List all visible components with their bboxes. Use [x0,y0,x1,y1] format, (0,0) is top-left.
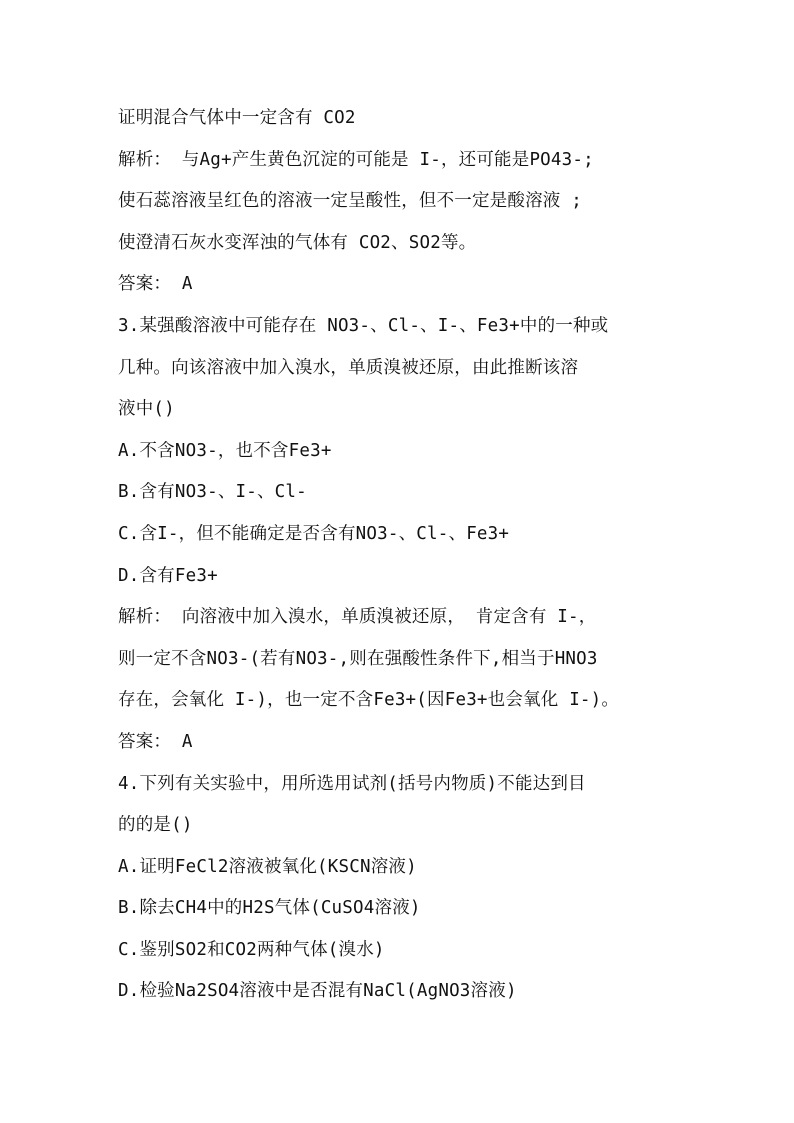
question-line: 3.某强酸溶液中可能存在 NO3-、Cl-、I-、Fe3+中的一种或 [118,315,609,336]
question-line: 4.下列有关实验中，用所选用试剂(括号内物质)不能达到目 [118,773,586,794]
option-line: D.含有Fe3+ [118,565,218,586]
option-line: B.含有NO3-、I-、Cl- [118,482,307,503]
option-line: B.除去CH4中的H2S气体(CuSO4溶液) [118,898,421,919]
option-line: A.证明FeCl2溶液被氧化(KSCN溶液) [118,856,417,877]
text-line: 解析： 与Ag+产生黄色沉淀的可能是 I-，还可能是PO43-; [118,149,594,170]
question-line: 的的是() [118,815,193,836]
option-line: A.不含NO3-，也不含Fe3+ [118,440,332,461]
option-line: C.含I-，但不能确定是否含有NO3-、Cl-、Fe3+ [118,523,510,544]
question-line: 几种。向该溶液中加入溴水，单质溴被还原，由此推断该溶 [118,357,579,378]
option-line: C.鉴别SO2和CO2两种气体(溴水) [118,939,385,960]
text-line: 使石蕊溶液呈红色的溶液一定呈酸性，但不一定是酸溶液 ; [118,191,582,212]
answer-line: 答案： A [118,274,193,295]
question-line: 液中() [118,399,175,420]
text-line: 证明混合气体中一定含有 CO2 [118,108,356,128]
text-line: 存在，会氧化 I-)，也一定不含Fe3+(因Fe3+也会氧化 I-)。 [118,690,620,711]
answer-line: 答案： A [118,731,193,752]
text-line: 则一定不含NO3-(若有NO3-,则在强酸性条件下,相当于HNO3 [118,648,598,669]
text-line: 使澄清石灰水变浑浊的气体有 CO2、SO2等。 [118,232,477,253]
text-line: 解析： 向溶液中加入溴水，单质溴被还原， 肯定含有 I-， [118,607,597,628]
option-line: D.检验Na2SO4溶液中是否混有NaCl(AgNO3溶液) [118,981,517,1002]
document-page [118,98,688,1013]
